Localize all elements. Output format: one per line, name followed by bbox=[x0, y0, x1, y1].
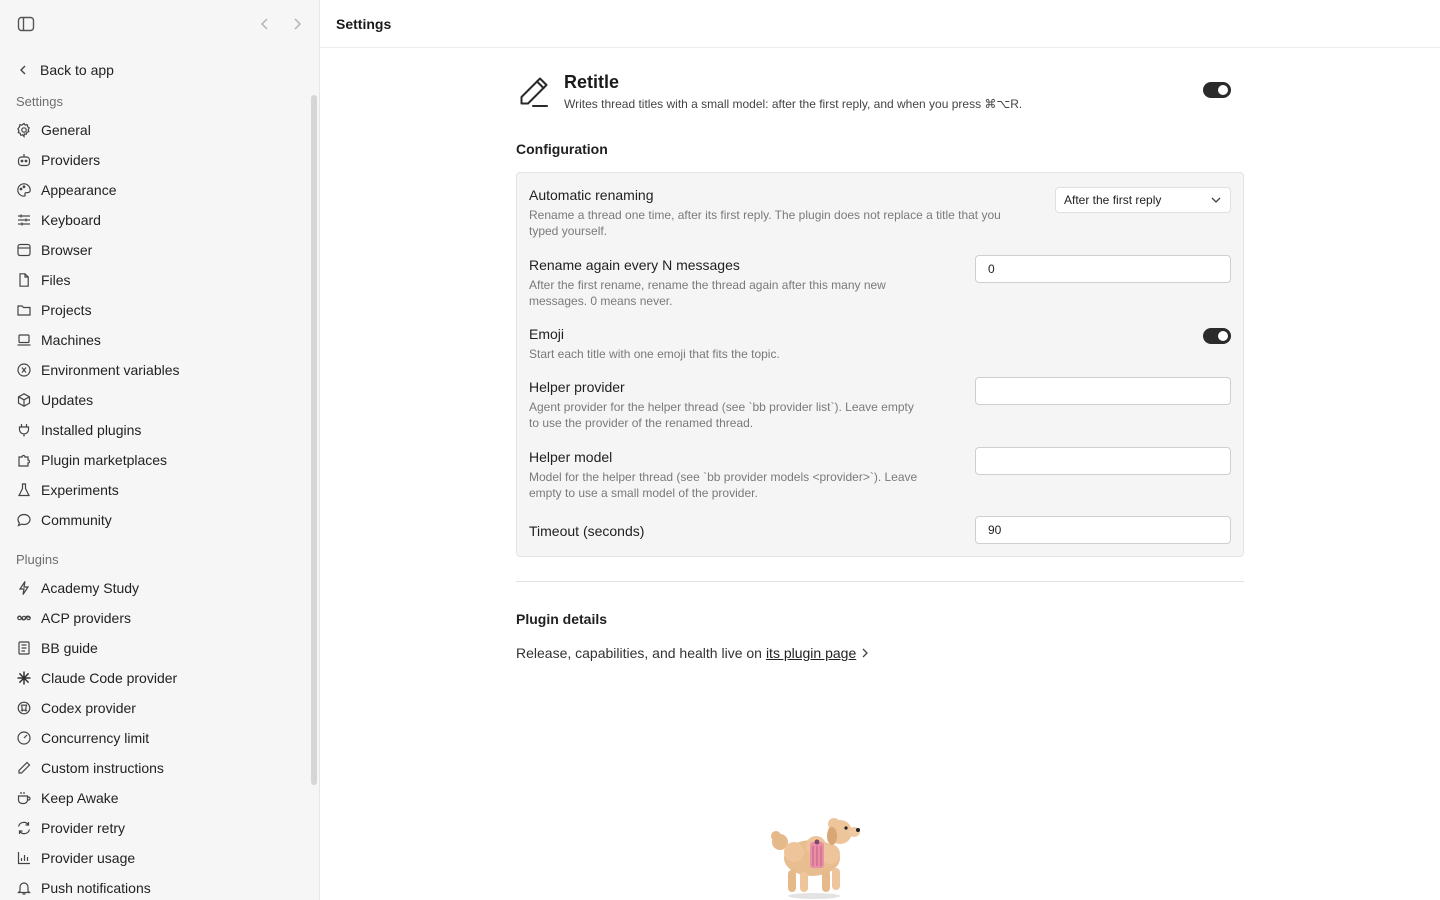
sidebar-item-updates[interactable] bbox=[0, 385, 306, 415]
sidebar-item-label: Keep Awake bbox=[41, 790, 119, 806]
chevron-right-icon bbox=[860, 647, 870, 659]
helper-provider-input[interactable] bbox=[975, 377, 1231, 405]
chevron-left-icon bbox=[16, 63, 30, 77]
dog-mascot-image bbox=[766, 812, 862, 900]
sidebar-item-label: Environment variables bbox=[41, 362, 180, 378]
sidebar-item-files[interactable] bbox=[0, 265, 306, 295]
helper-model-help-line: empty to use a small model of the provider. bbox=[529, 486, 758, 500]
plugin-details-text bbox=[516, 645, 870, 661]
bar-chart-icon bbox=[16, 850, 32, 866]
sidebar-item-label: Updates bbox=[41, 392, 94, 408]
sidebar-item-label: Installed plugins bbox=[41, 422, 142, 438]
sidebar-item-bb-guide[interactable] bbox=[0, 633, 306, 663]
sidebar-item-label: Keyboard bbox=[41, 212, 101, 228]
file-icon bbox=[16, 272, 32, 288]
helper-model-help bbox=[529, 469, 959, 501]
helper-provider-help-line: Agent provider for the helper thread (see `bb provider list`). Leave empty bbox=[529, 400, 914, 414]
timeout-input[interactable]: 90 bbox=[975, 516, 1231, 544]
auto-renaming-selected-value: After the first reply bbox=[1064, 193, 1162, 207]
retry-icon bbox=[16, 820, 32, 836]
plugin-enabled-toggle[interactable] bbox=[1203, 82, 1231, 98]
section-divider bbox=[516, 581, 1244, 582]
helper-model-label: Helper model bbox=[529, 449, 613, 465]
flask-icon bbox=[16, 482, 32, 498]
helper-model-input[interactable] bbox=[975, 447, 1231, 475]
sidebar-item-label: Projects bbox=[41, 302, 92, 318]
auto-renaming-help bbox=[529, 207, 1049, 239]
knot-icon bbox=[16, 700, 32, 716]
sidebar-item-installed-plugins[interactable] bbox=[0, 415, 306, 445]
laptop-icon bbox=[16, 332, 32, 348]
sidebar-item-browser[interactable] bbox=[0, 235, 306, 265]
helper-provider-help-line: to use the provider of the renamed thread. bbox=[529, 416, 754, 430]
emoji-help: Start each title with one emoji that fits the topic. bbox=[529, 347, 780, 361]
sidebar-item-label: Files bbox=[41, 272, 71, 288]
auto-renaming-help-line: Rename a thread one time, after its first reply. The plugin does not replace a title that you bbox=[529, 208, 1001, 222]
helper-provider-row bbox=[529, 379, 1231, 435]
back-to-app-link[interactable] bbox=[16, 58, 114, 82]
sidebar-item-label: Academy Study bbox=[41, 580, 140, 596]
plug-icon bbox=[16, 422, 32, 438]
sidebar-top-bar bbox=[0, 0, 320, 48]
plugin-description: Writes thread titles with a small model: after the first reply, and when you press ⌘⌥R. bbox=[564, 97, 1023, 111]
sidebar-item-label: General bbox=[41, 122, 91, 138]
rename-again-label: Rename again every N messages bbox=[529, 257, 740, 273]
timeout-label: Timeout (seconds) bbox=[529, 523, 645, 539]
plugin-details-label: Release, capabilities, and health live on bbox=[516, 645, 762, 661]
auto-renaming-label: Automatic renaming bbox=[529, 187, 654, 203]
timeout-row bbox=[529, 516, 1231, 546]
rename-again-row bbox=[529, 257, 1231, 313]
robot-icon bbox=[16, 152, 32, 168]
sidebar-item-plugin-marketplaces[interactable] bbox=[0, 445, 306, 475]
sidebar-item-concurrency-limit[interactable] bbox=[0, 723, 306, 753]
chat-icon bbox=[16, 512, 32, 528]
helper-provider-label: Helper provider bbox=[529, 379, 625, 395]
sidebar-item-keep-awake[interactable] bbox=[0, 783, 306, 813]
helper-provider-help bbox=[529, 399, 959, 431]
plugin-page-link[interactable]: its plugin page bbox=[765, 645, 857, 661]
sidebar-item-label: Custom instructions bbox=[41, 760, 164, 776]
plugins-nav-list bbox=[0, 573, 306, 900]
chevron-right-icon[interactable] bbox=[288, 15, 306, 33]
infinity-icon bbox=[16, 610, 32, 626]
sidebar-item-label: Machines bbox=[41, 332, 101, 348]
auto-renaming-select[interactable] bbox=[1055, 187, 1231, 213]
plugin-header bbox=[516, 70, 1244, 118]
sidebar-item-label: Providers bbox=[41, 152, 101, 168]
helper-model-row bbox=[529, 449, 1231, 505]
sidebar-scrollbar[interactable] bbox=[311, 95, 317, 785]
settings-nav-list bbox=[0, 115, 306, 535]
plugins-section-title: Plugins bbox=[16, 552, 59, 567]
chevron-down-icon bbox=[1210, 196, 1222, 204]
folder-icon bbox=[16, 302, 32, 318]
sidebar-item-academy-study[interactable] bbox=[0, 573, 306, 603]
sparkle-icon bbox=[16, 670, 32, 686]
sidebar-item-label: Provider retry bbox=[41, 820, 126, 836]
plugin-details-title: Plugin details bbox=[516, 611, 608, 627]
sidebar-item-label: Experiments bbox=[41, 482, 119, 498]
back-to-app-label: Back to app bbox=[40, 62, 114, 78]
sidebar-item-label: Push notifications bbox=[41, 880, 151, 896]
auto-renaming-help-line: typed yourself. bbox=[529, 224, 608, 238]
configuration-panel bbox=[516, 172, 1244, 557]
sliders-icon bbox=[16, 212, 32, 228]
sidebar-item-acp-providers[interactable] bbox=[0, 603, 306, 633]
sidebar-toggle-icon[interactable] bbox=[16, 15, 36, 33]
puzzle-icon bbox=[16, 452, 32, 468]
sidebar-item-label: Appearance bbox=[41, 182, 117, 198]
sidebar-item-label: Browser bbox=[41, 242, 93, 258]
settings-section-title: Settings bbox=[16, 94, 63, 109]
pencil-icon bbox=[16, 760, 32, 776]
sidebar-item-label: Community bbox=[41, 512, 112, 528]
variable-icon bbox=[16, 362, 32, 378]
browser-icon bbox=[16, 242, 32, 258]
bolt-icon bbox=[16, 580, 32, 596]
sidebar-item-provider-usage[interactable] bbox=[0, 843, 306, 873]
plugin-name: Retitle bbox=[564, 72, 620, 92]
sidebar-item-label: Plugin marketplaces bbox=[41, 452, 168, 468]
sidebar-item-community[interactable] bbox=[0, 505, 306, 535]
sidebar-item-custom-instructions[interactable] bbox=[0, 753, 306, 783]
gauge-icon bbox=[16, 730, 32, 746]
rename-again-help-line: After the first rename, rename the thread again after this many new bbox=[529, 278, 886, 292]
sidebar-item-providers[interactable] bbox=[0, 145, 306, 175]
configuration-title: Configuration bbox=[516, 141, 608, 157]
sidebar-item-projects[interactable] bbox=[0, 295, 306, 325]
sidebar-item-claude-code-provider[interactable] bbox=[0, 663, 306, 693]
sidebar-item-label: Concurrency limit bbox=[41, 730, 150, 746]
sidebar-item-keyboard[interactable] bbox=[0, 205, 306, 235]
emoji-label: Emoji bbox=[529, 326, 565, 342]
sidebar-item-environment-variables[interactable] bbox=[0, 355, 306, 385]
sidebar-item-label: BB guide bbox=[41, 640, 98, 656]
sidebar-item-provider-retry[interactable] bbox=[0, 813, 306, 843]
helper-model-help-line: Model for the helper thread (see `bb provider models <provider>`). Leave bbox=[529, 470, 918, 484]
book-icon bbox=[16, 640, 32, 656]
sidebar-item-label: Claude Code provider bbox=[41, 670, 178, 686]
main-top-bar bbox=[320, 0, 1440, 48]
emoji-toggle[interactable] bbox=[1203, 328, 1231, 344]
sidebar-item-push-notifications[interactable] bbox=[0, 873, 306, 900]
sidebar-item-appearance[interactable] bbox=[0, 175, 306, 205]
bell-icon bbox=[16, 880, 32, 896]
sidebar-item-label: Codex provider bbox=[41, 700, 136, 716]
package-icon bbox=[16, 392, 32, 408]
emoji-row bbox=[529, 326, 1231, 366]
pencil-icon bbox=[516, 74, 552, 110]
sidebar bbox=[0, 0, 320, 900]
auto-renaming-row bbox=[529, 187, 1231, 247]
sidebar-item-general[interactable] bbox=[0, 115, 306, 145]
gear-icon bbox=[16, 122, 32, 138]
coffee-icon bbox=[16, 790, 32, 806]
rename-again-help bbox=[529, 277, 949, 309]
rename-again-help-line: messages. 0 means never. bbox=[529, 294, 673, 308]
sidebar-item-machines[interactable] bbox=[0, 325, 306, 355]
sidebar-item-experiments[interactable] bbox=[0, 475, 306, 505]
palette-icon bbox=[16, 182, 32, 198]
sidebar-item-codex-provider[interactable] bbox=[0, 693, 306, 723]
sidebar-item-label: Provider usage bbox=[41, 850, 136, 866]
sidebar-item-label: ACP providers bbox=[41, 610, 132, 626]
chevron-left-icon[interactable] bbox=[256, 15, 274, 33]
rename-again-input[interactable]: 0 bbox=[975, 255, 1231, 283]
page-title: Settings bbox=[336, 16, 392, 32]
